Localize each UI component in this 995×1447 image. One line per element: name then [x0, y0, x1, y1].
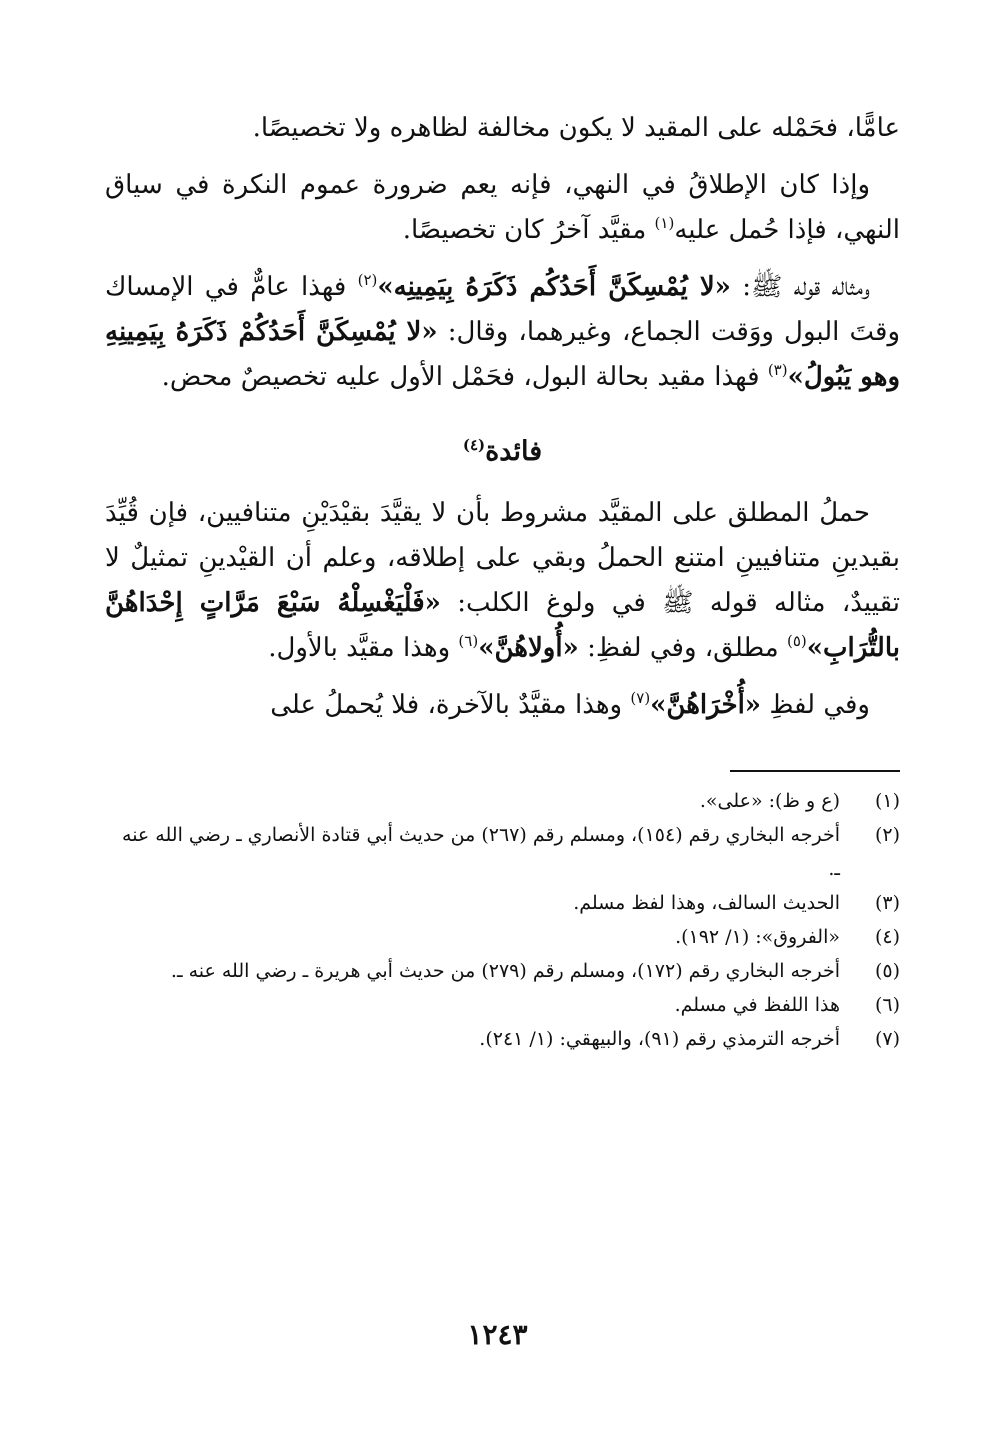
footnote-number: (٣)	[874, 892, 900, 914]
footnote-ref-6: (٦)	[458, 632, 479, 650]
footnote-text: أخرجه البخاري رقم (١٥٤)، ومسلم رقم (٢٦٧) من حديث أبي قتادة الأنصاري ـ رضي الله عنه ـ.	[122, 824, 840, 880]
footnote-text: الحديث السالف، وهذا لفظ مسلم.	[573, 892, 840, 914]
footnote-ref-7: (٧)	[630, 689, 651, 707]
footnotes	[105, 784, 900, 1056]
footnote-text: (ع و ظ): «على».	[699, 790, 840, 812]
footnote-text: «الفروق»: (١/ ١٩٢).	[675, 926, 840, 948]
section-heading-text: فائدة	[485, 436, 543, 467]
paragraph-2	[105, 163, 900, 253]
footnote-1	[105, 784, 900, 818]
footnote-3	[105, 886, 900, 920]
footnote-text: أخرجه البخاري رقم (١٧٢)، ومسلم رقم (٢٧٩) من حديث أبي هريرة ـ رضي الله عنه ـ.	[170, 960, 840, 982]
hadith-quote-2: «لا يُمْسِكَنَّ أَحَدُكُمْ ذَكَرَهُ بِيَمِينِهِ وهو يَبُولُ»	[105, 317, 900, 392]
paragraph-1	[105, 106, 900, 151]
paragraph-3-text-a: ومثاله قوله ﷺ:	[742, 272, 871, 302]
hadith-quote-5: «أُخْرَاهُنَّ»	[650, 690, 762, 720]
footnote-number: (٥)	[874, 960, 900, 982]
footnote-2	[105, 818, 900, 886]
footnote-ref-2: (٢)	[357, 271, 378, 289]
paragraph-4-text-a: حملُ المطلق على المقيَّد مشروط بأن لا يقيَّدَ بقيْدَيْنِ متنافيين، فإن قُيِّدَ بقيدينِ متنافيينِ امتنع الحملُ وبقي على إطلاقه، وعلم أن القيْدينِ تمثيلٌ لا تقييدٌ، مثاله قوله ﷺ في ولوغ الكلب:	[105, 498, 900, 618]
footnote-number: (١)	[874, 790, 900, 812]
paragraph-3-text-c: فهذا مقيد بحالة البول، فحَمْل الأول عليه تخصيصٌ محض.	[161, 362, 760, 392]
paragraph-3	[105, 265, 900, 400]
footnote-number: (٧)	[874, 1028, 900, 1050]
paragraph-5-text-a: وفي لفظِ	[769, 690, 870, 720]
footnote-ref-4: (٤)	[462, 436, 486, 454]
footnote-7	[105, 1022, 900, 1056]
footnote-text: أخرجه الترمذي رقم (٩١)، والبيهقي: (١/ ٢٤١).	[479, 1028, 840, 1050]
paragraph-2-text-b: مقيَّد آخرُ كان تخصيصًا.	[402, 215, 647, 245]
footnote-4	[105, 920, 900, 954]
paragraph-2-text-a: وإذا كان الإطلاقُ في النهي، فإنه يعم ضرورة عموم النكرة في سياق النهي، فإذا حُمل عليه	[105, 170, 900, 245]
paragraph-4-text-b: مطلق، وفي لفظِ:	[587, 633, 779, 663]
paragraph-5-text-b: وهذا مقيَّدٌ بالآخرة، فلا يُحملُ على	[270, 690, 623, 720]
footnote-5	[105, 954, 900, 988]
paragraph-3-text-b: فهذا عامٌّ في الإمساك وقتَ البول ووَقت الجماع، وغيرهما، وقال:	[105, 272, 900, 347]
footnote-ref-5: (٥)	[786, 632, 807, 650]
footnote-6	[105, 988, 900, 1022]
section-heading	[105, 436, 900, 467]
footnote-number: (٢)	[874, 824, 900, 846]
hadith-quote-1: «لا يُمْسِكَنَّ أَحَدُكُم ذَكَرَهُ بِيَمِينِه»	[377, 272, 731, 302]
footnote-ref-1: (١)	[654, 214, 675, 232]
paragraph-1-text: عامًّا، فحَمْله على المقيد لا يكون مخالفة لظاهره ولا تخصيصًا.	[252, 113, 900, 143]
footnote-number: (٦)	[874, 994, 900, 1016]
hadith-quote-4: «أُولاهُنَّ»	[478, 633, 579, 663]
footnote-divider	[730, 770, 900, 772]
page-number: ١٢٤٣	[467, 1318, 528, 1351]
footnote-number: (٤)	[874, 926, 900, 948]
paragraph-4	[105, 491, 900, 671]
footnote-ref-3: (٣)	[767, 361, 788, 379]
paragraph-4-text-c: وهذا مقيَّد بالأول.	[268, 633, 451, 663]
footnote-text: هذا اللفظ في مسلم.	[674, 994, 840, 1016]
hadith-quote-3: «فَلْيَغْسِلْهُ سَبْعَ مَرَّاتٍ إِحْدَاهُنَّ بالتُّرَابِ»	[105, 588, 900, 663]
paragraph-5	[105, 683, 900, 728]
